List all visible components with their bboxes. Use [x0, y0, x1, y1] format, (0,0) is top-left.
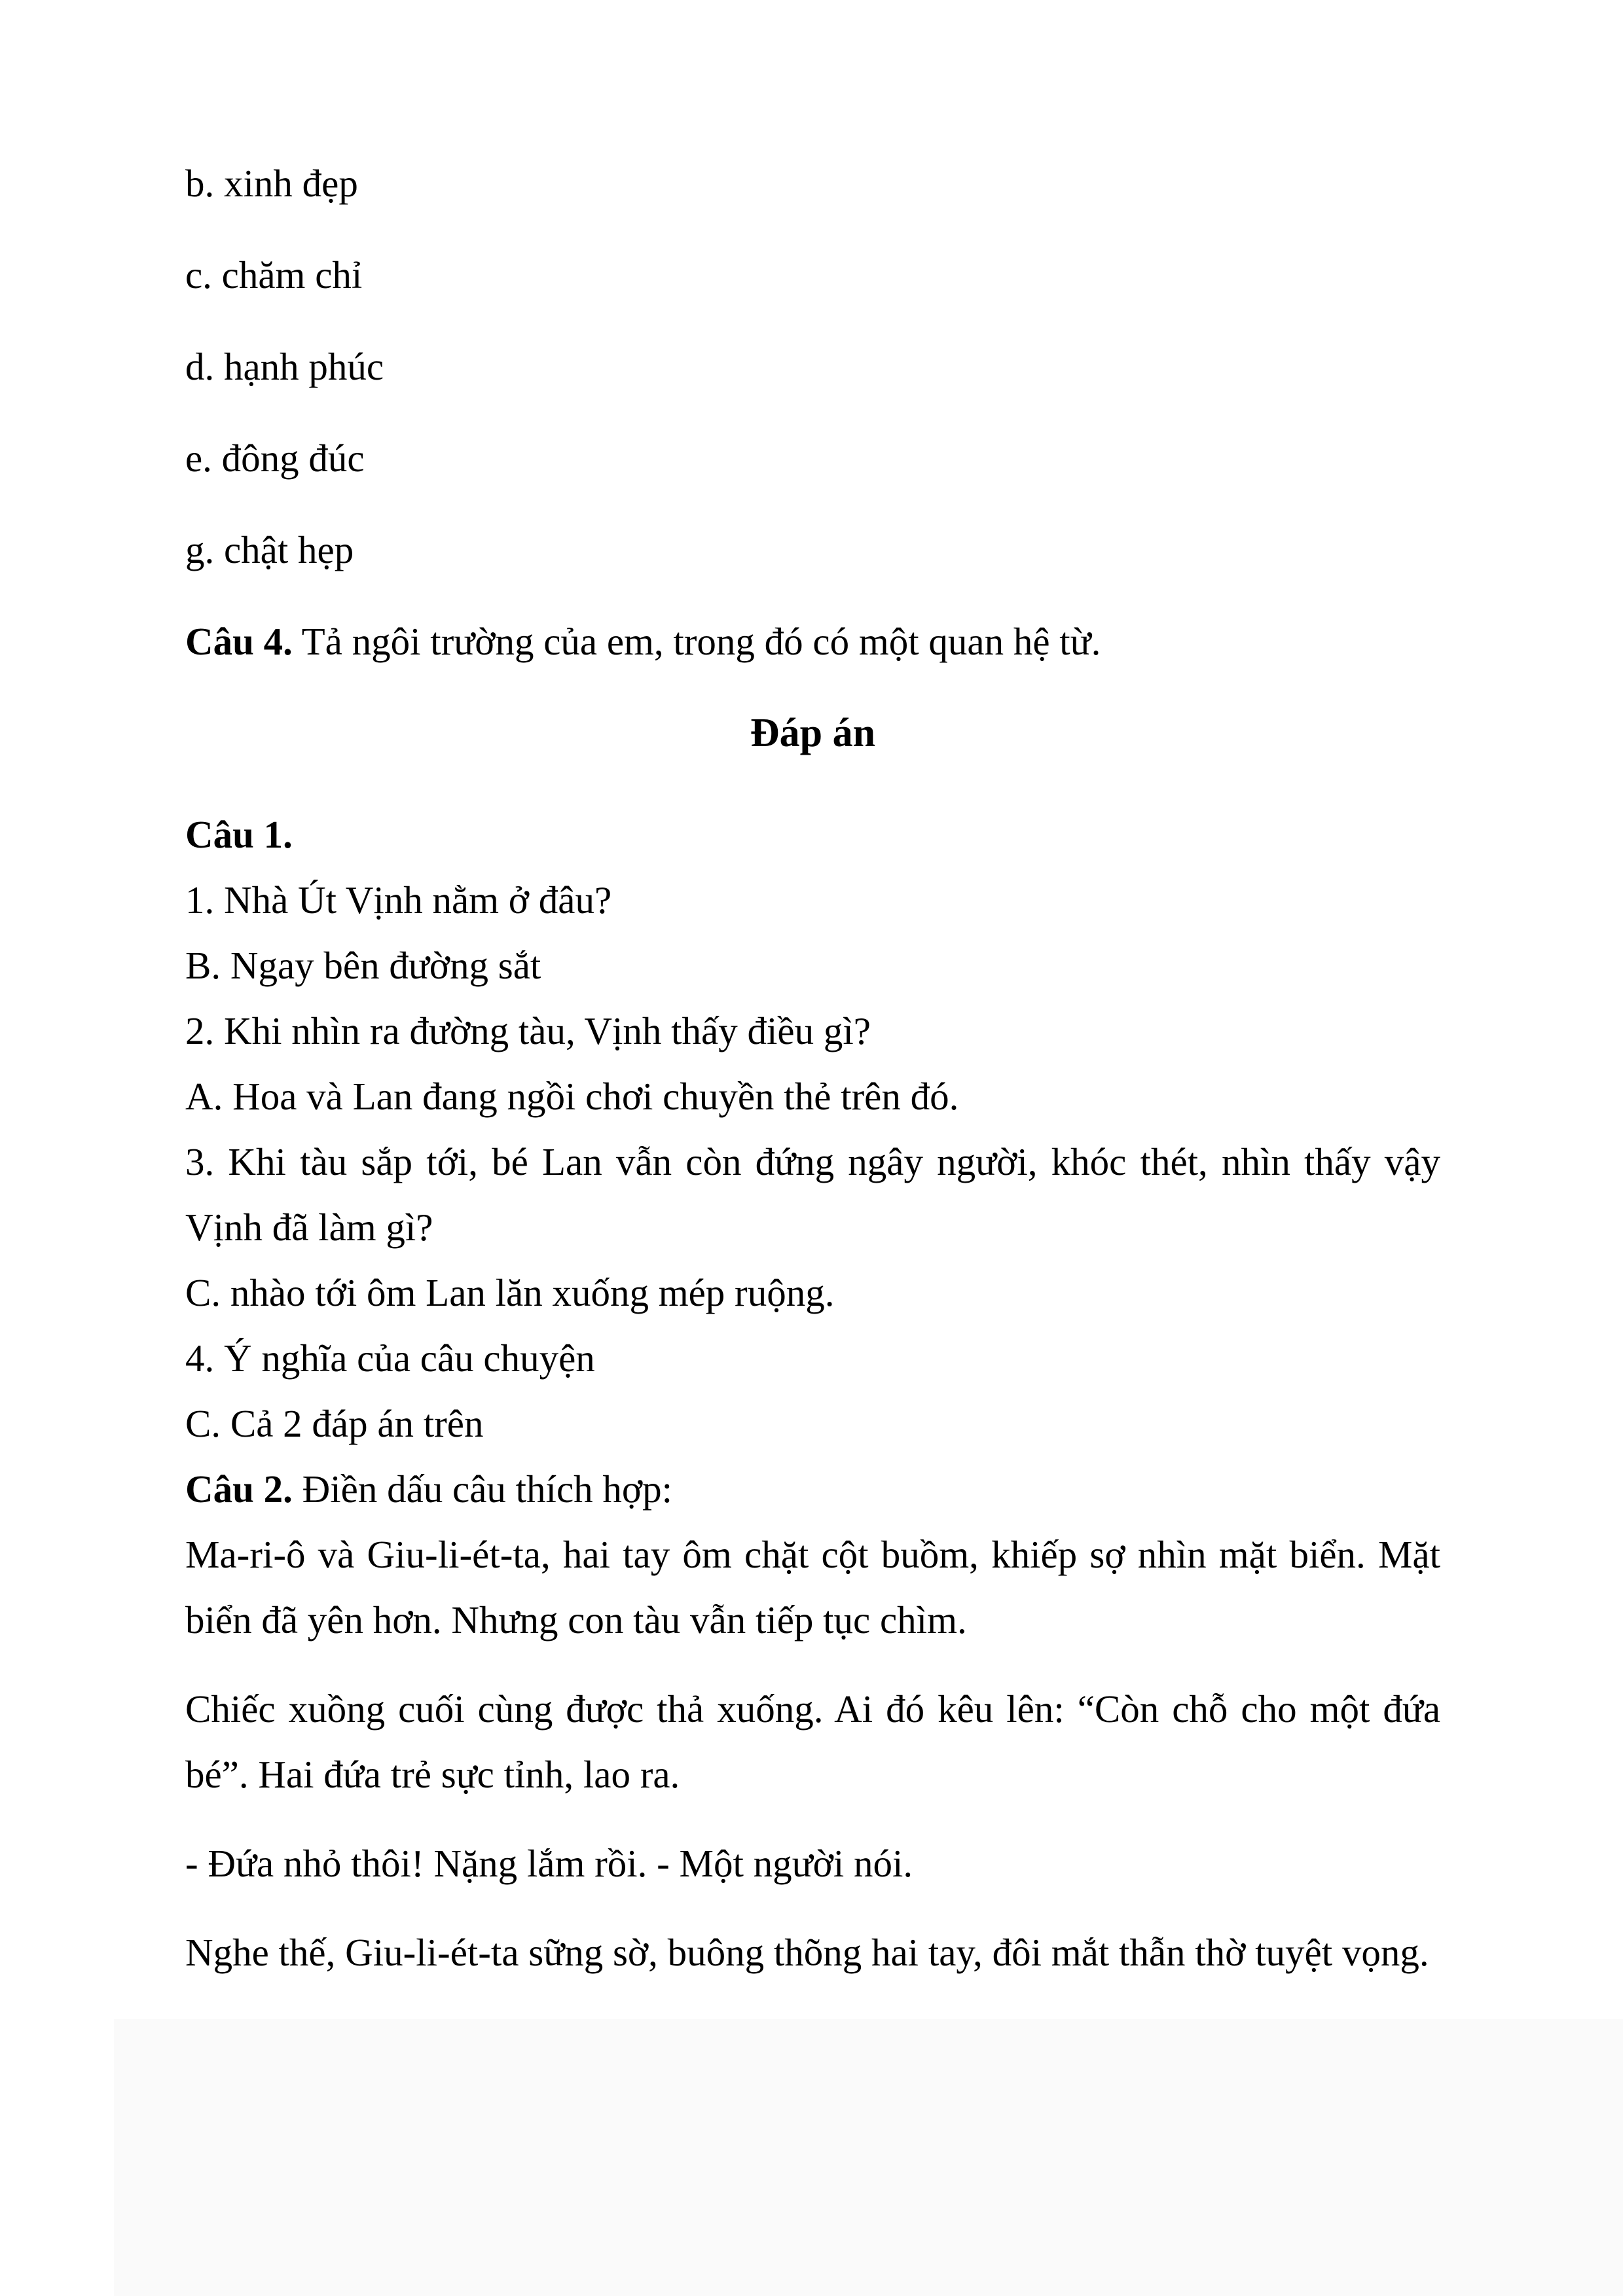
cau1-answer-3: C. nhào tới ôm Lan lăn xuống mép ruộng.: [185, 1271, 835, 1314]
list-item-g: g. chật hẹp: [185, 528, 354, 571]
cau2-paragraph-1: Ma-ri-ô và Giu-li-ét-ta, hai tay ôm chặt cột buồm, khiếp sợ nhìn mặt biển. Mặt biển đã yên hơn. Nhưng con tàu vẫn tiếp tục chìm.: [185, 1533, 1440, 1641]
question-4-text: Tả ngôi trường của em, trong đó có một quan hệ từ.: [292, 620, 1101, 663]
cau2-paragraph-2: Chiếc xuồng cuối cùng được thả xuống. Ai đó kêu lên: “Còn chỗ cho một đứa bé”. Hai đứa trẻ sực tỉnh, lao ra.: [185, 1687, 1440, 1796]
cau1-answer-1: B. Ngay bên đường sắt: [185, 944, 541, 987]
question-4-label: Câu 4.: [185, 620, 293, 663]
list-item-b: b. xinh đẹp: [185, 162, 358, 205]
cau2-intro-text: Điền dấu câu thích hợp:: [292, 1467, 672, 1511]
cau1-question-3: 3. Khi tàu sắp tới, bé Lan vẫn còn đứng ngây người, khóc thét, nhìn thấy vậy Vịnh đã làm gì?: [185, 1140, 1440, 1249]
cau1-answer-2: A. Hoa và Lan đang ngồi chơi chuyền thẻ trên đó.: [185, 1075, 959, 1118]
cau1-label: Câu 1.: [185, 813, 293, 856]
cau2-label: Câu 2.: [185, 1467, 293, 1511]
cau2-intro: [185, 1456, 1440, 1522]
footer-band: [114, 2019, 1623, 2296]
document-page-content: [185, 0, 1440, 1985]
list-item-e: e. đông đúc: [185, 437, 365, 480]
list-item-d: d. hạnh phúc: [185, 345, 384, 388]
cau1-question-4: 4. Ý nghĩa của câu chuyện: [185, 1336, 595, 1380]
cau1-question-1: 1. Nhà Út Vịnh nằm ở đâu?: [185, 878, 612, 922]
cau2-paragraph-4: Nghe thế, Giu-li-ét-ta sững sờ, buông thõng hai tay, đôi mắt thẫn thờ tuyệt vọng.: [185, 1931, 1429, 1974]
answers-heading: Đáp án: [750, 711, 876, 755]
cau1-answer-4: C. Cả 2 đáp án trên: [185, 1402, 484, 1445]
list-item-c: c. chăm chỉ: [185, 253, 363, 296]
cau2-paragraph-3: - Đứa nhỏ thôi! Nặng lắm rồi. - Một người nói.: [185, 1842, 913, 1885]
cau1-question-2: 2. Khi nhìn ra đường tàu, Vịnh thấy điều gì?: [185, 1009, 871, 1052]
question-4: [185, 609, 1440, 674]
